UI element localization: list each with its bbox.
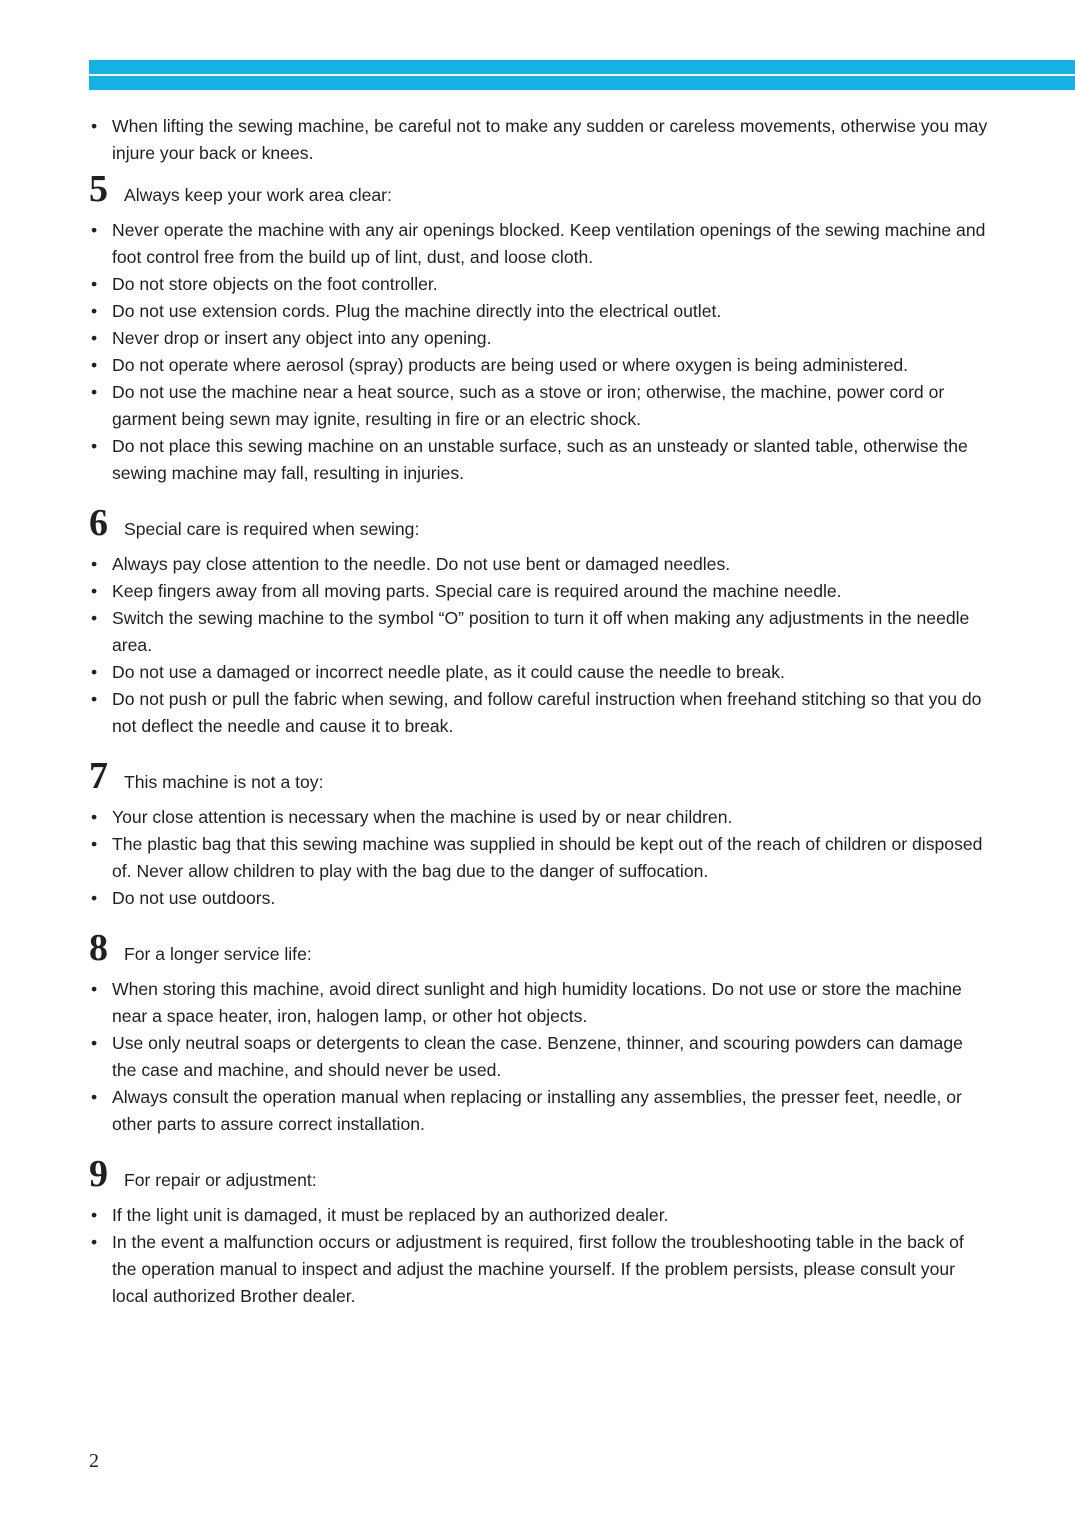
bullet-icon: • bbox=[91, 807, 98, 827]
list-item bbox=[89, 433, 989, 487]
list-item bbox=[89, 804, 989, 831]
section-list bbox=[89, 551, 989, 740]
section-6 bbox=[89, 501, 989, 740]
section-number: 7 bbox=[89, 755, 108, 797]
list-item bbox=[89, 831, 989, 885]
section-title: Always keep your work area clear: bbox=[124, 185, 392, 205]
section-5 bbox=[89, 167, 989, 487]
list-item bbox=[89, 1202, 989, 1229]
section-heading bbox=[89, 501, 989, 545]
section-title: Special care is required when sewing: bbox=[124, 519, 420, 539]
bullet-icon: • bbox=[91, 689, 98, 709]
list-item bbox=[89, 379, 989, 433]
list-item-text: The plastic bag that this sewing machine was supplied in should be kept out of the reach of children or disposed of. Never allow children to play with the bag due to the danger of suffocation. bbox=[112, 834, 983, 881]
bullet-icon: • bbox=[91, 301, 98, 321]
bullet-icon: • bbox=[91, 274, 98, 294]
list-item bbox=[89, 551, 989, 578]
bullet-icon: • bbox=[91, 1033, 98, 1053]
list-item bbox=[89, 885, 989, 912]
list-item bbox=[89, 578, 989, 605]
list-item bbox=[89, 1030, 989, 1084]
bullet-icon: • bbox=[91, 554, 98, 574]
bullet-icon: • bbox=[91, 979, 98, 999]
list-item-text: If the light unit is damaged, it must be replaced by an authorized dealer. bbox=[112, 1205, 669, 1225]
list-item bbox=[89, 217, 989, 271]
bullet-icon: • bbox=[91, 888, 98, 908]
list-item-text: When lifting the sewing machine, be careful not to make any sudden or careless movements, otherwise you may injure your back or knees. bbox=[112, 116, 988, 163]
list-item-text: Always pay close attention to the needle. Do not use bent or damaged needles. bbox=[112, 554, 731, 574]
list-item bbox=[89, 605, 989, 659]
bullet-icon: • bbox=[91, 116, 98, 136]
bullet-icon: • bbox=[91, 1232, 98, 1252]
section-heading bbox=[89, 926, 989, 970]
list-item bbox=[89, 659, 989, 686]
section-title: For a longer service life: bbox=[124, 944, 312, 964]
list-item-text: Do not use outdoors. bbox=[112, 888, 276, 908]
list-item-text: Do not use a damaged or incorrect needle plate, as it could cause the needle to break. bbox=[112, 662, 785, 682]
section-number: 9 bbox=[89, 1153, 108, 1195]
list-item-text: Your close attention is necessary when the machine is used by or near children. bbox=[112, 807, 733, 827]
list-item-text: Keep fingers away from all moving parts. Special care is required around the machine needle. bbox=[112, 581, 842, 601]
list-item-text: In the event a malfunction occurs or adjustment is required, first follow the troubleshooting table in the back of the operation manual to inspect and adjust the machine yourself. If the problem persists, please consult your local authorized Brother dealer. bbox=[112, 1232, 964, 1306]
bullet-icon: • bbox=[91, 1087, 98, 1107]
header-bar bbox=[89, 60, 1075, 90]
section-8 bbox=[89, 926, 989, 1138]
bullet-icon: • bbox=[91, 436, 98, 456]
section-number: 5 bbox=[89, 168, 108, 210]
list-item-text: When storing this machine, avoid direct sunlight and high humidity locations. Do not use or store the machine near a space heater, iron, halogen lamp, or other hot objects. bbox=[112, 979, 962, 1026]
list-item bbox=[89, 1084, 989, 1138]
section-list bbox=[89, 217, 989, 487]
header-stripe bbox=[89, 74, 1075, 76]
list-item bbox=[89, 976, 989, 1030]
bullet-icon: • bbox=[91, 581, 98, 601]
list-item bbox=[89, 1229, 989, 1310]
section-7 bbox=[89, 754, 989, 912]
page-number: 2 bbox=[89, 1450, 99, 1472]
section-list bbox=[89, 976, 989, 1138]
list-item-text: Do not place this sewing machine on an unstable surface, such as an unsteady or slanted table, otherwise the sewing machine may fall, resulting in injuries. bbox=[112, 436, 968, 483]
list-item bbox=[89, 686, 989, 740]
list-item-text: Always consult the operation manual when replacing or installing any assemblies, the presser feet, needle, or other parts to assure correct installation. bbox=[112, 1087, 962, 1134]
list-item-text: Never operate the machine with any air openings blocked. Keep ventilation openings of the sewing machine and foot control free from the build up of lint, dust, and loose cloth. bbox=[112, 220, 986, 267]
list-item bbox=[89, 325, 989, 352]
page-content bbox=[89, 113, 989, 1324]
bullet-icon: • bbox=[91, 355, 98, 375]
section-heading bbox=[89, 167, 989, 211]
list-item-text: Do not push or pull the fabric when sewing, and follow careful instruction when freehand stitching so that you do not deflect the needle and cause it to break. bbox=[112, 689, 982, 736]
list-item-text: Use only neutral soaps or detergents to clean the case. Benzene, thinner, and scouring powders can damage the case and machine, and should never be used. bbox=[112, 1033, 963, 1080]
section-title: This machine is not a toy: bbox=[124, 772, 324, 792]
section-number: 6 bbox=[89, 502, 108, 544]
list-item-text: Do not use extension cords. Plug the machine directly into the electrical outlet. bbox=[112, 301, 722, 321]
bullet-icon: • bbox=[91, 608, 98, 628]
section-number: 8 bbox=[89, 927, 108, 969]
section-9 bbox=[89, 1152, 989, 1310]
bullet-icon: • bbox=[91, 834, 98, 854]
section-list bbox=[89, 804, 989, 912]
section-title: For repair or adjustment: bbox=[124, 1170, 317, 1190]
section-list bbox=[89, 1202, 989, 1310]
list-item-text: Do not use the machine near a heat source, such as a stove or iron; otherwise, the machine, power cord or garment being sewn may ignite, resulting in fire or an electric shock. bbox=[112, 382, 945, 429]
bullet-icon: • bbox=[91, 662, 98, 682]
list-item-text: Do not operate where aerosol (spray) products are being used or where oxygen is being administered. bbox=[112, 355, 909, 375]
section-heading bbox=[89, 1152, 989, 1196]
list-item bbox=[89, 271, 989, 298]
list-item bbox=[89, 298, 989, 325]
bullet-icon: • bbox=[91, 220, 98, 240]
list-item bbox=[89, 113, 989, 167]
bullet-icon: • bbox=[91, 382, 98, 402]
intro-list bbox=[89, 113, 989, 167]
bullet-icon: • bbox=[91, 1205, 98, 1225]
section-heading bbox=[89, 754, 989, 798]
bullet-icon: • bbox=[91, 328, 98, 348]
list-item-text: Never drop or insert any object into any opening. bbox=[112, 328, 492, 348]
list-item-text: Switch the sewing machine to the symbol “O” position to turn it off when making any adjustments in the needle area. bbox=[112, 608, 970, 655]
list-item-text: Do not store objects on the foot controller. bbox=[112, 274, 438, 294]
list-item bbox=[89, 352, 989, 379]
